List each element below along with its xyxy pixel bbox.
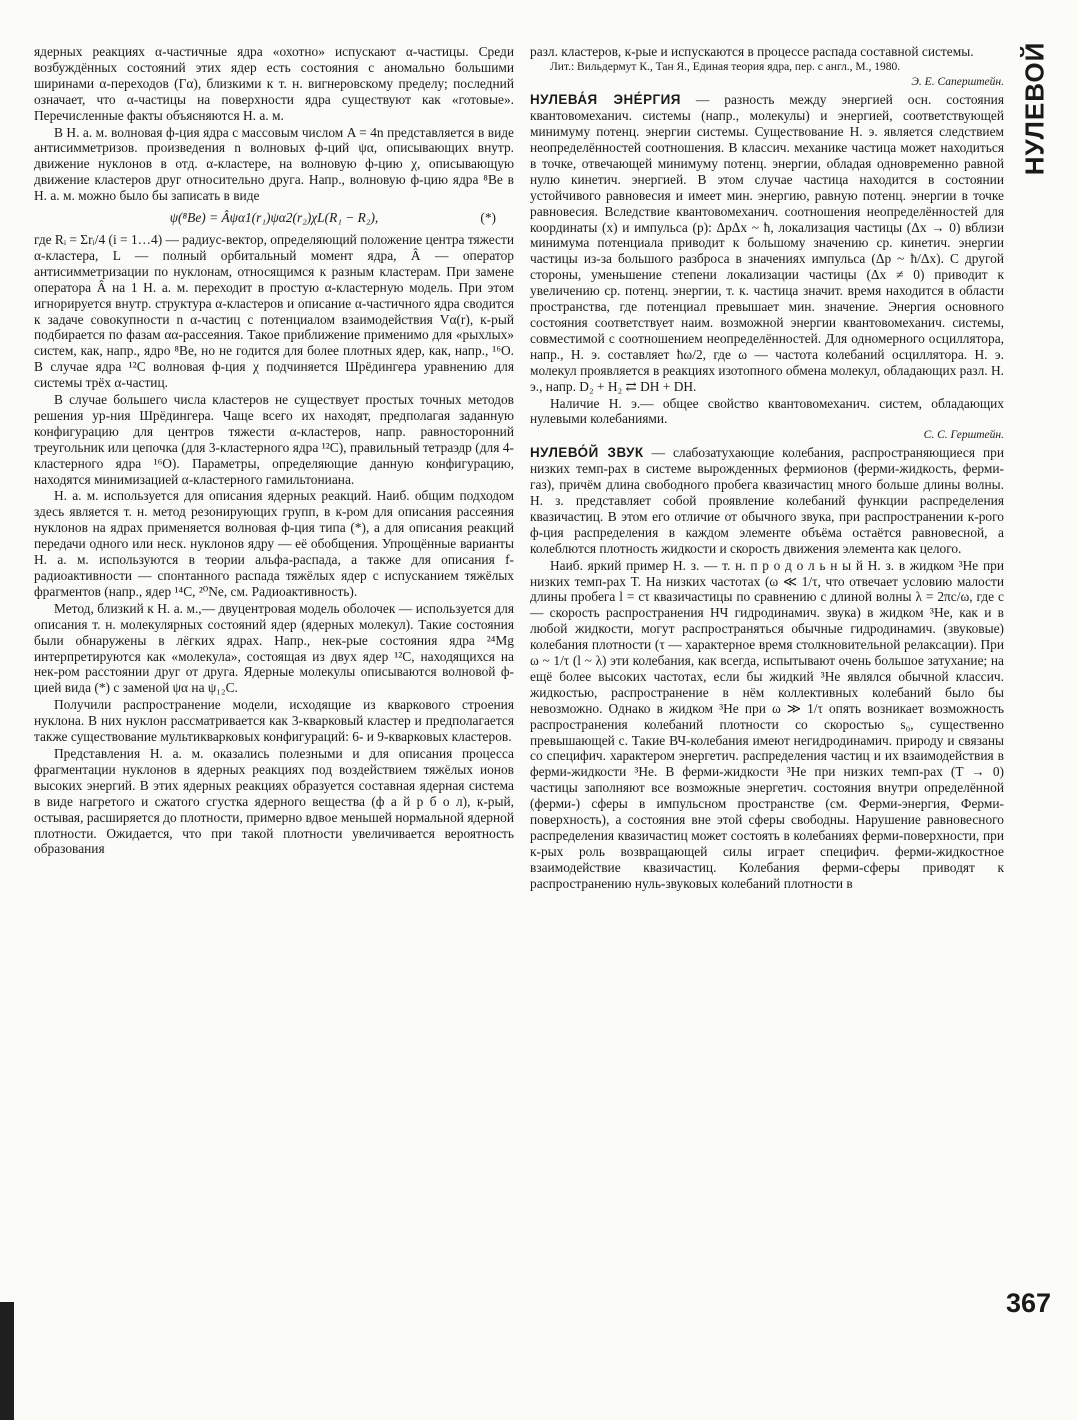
entry-zero-sound (530, 445, 1004, 556)
author-signature: Э. Е. Саперштейн. (911, 76, 1004, 89)
paragraph: Наличие Н. э.— общее свойство квантовомеханич. систем, обладающих нулевыми колебаниями. (530, 395, 1004, 427)
paragraph: где Rᵢ = Σrᵢ/4 (i = 1…4) — радиус-вектор, определяющий положение центра тяжести α-кластера, L — полный орбитальный момент ядра, Â — оператор антисимметризации по нуклонам, относящимся к разным кластерам. При замене оператора Â на 1 Н. а. м. переходит в простую α-кластерную модель. При этом игнорируется внутр. структура α-кластеров и описание α-частичного ядра сводится к задаче совокупности n α-частиц с потенциалом взаимодействия Vα(r), к-рый подбирается по фазам αα-рассеяния. Такое приближение применимо для «рыхлых» систем, как, напр., ядро ⁸Be, но не годится для более плотных ядер, как, напр., ¹⁶O. В случае ядра ¹²C волновая ф-ция χ подчиняется Шрёдингера уравнению для системы трёх α-частиц. (34, 231, 514, 391)
scan-edge-stripe (0, 1302, 14, 1420)
paragraph: Получили распространение модели, исходящие из кваркового строения нуклона. В них нуклон рассматривается как 3-кварковый кластер и предполагается также существование мультикварковых конфигураций: 6- и 9-кварковых кластеров. (34, 697, 514, 745)
paragraph: разл. кластеров, к-рые и испускаются в процессе распада составной системы. (530, 44, 974, 59)
paragraph: В случае большего числа кластеров не существует простых точных методов решения ур-ния Шрёдингера. Чаще всего их находят, предполагая заданную конфигурацию для центров тяжести α-кластеров, напр. равносторонний треугольник или цепочка (для 3-кластерного ядра ¹²C), правильный тетраэдр (для 4-кластерного ядра ¹⁶O). Параметры, определяющие данную конфигурацию, находятся минимизацией α-кластерного гамильтониана. (34, 392, 514, 487)
paragraph: Н. а. м. используется для описания ядерных реакций. Наиб. общим подходом здесь является т. н. метод резонирующих групп, в к-ром для описания рассеяния нуклонов на ядрах применяется волновая ф-ция типа (*), а для описания реакций передачи одного или неск. нуклонов ядру — её обобщения. Упрощённые варианты Н. а. м. используются в теории альфа-распада, а также для описания f-радиоактивности — спонтанного распада тяжёлых ядер с испусканием тяжёлых фрагментов (напр., ядер ¹⁴C, ²⁰Ne, см. Радиоактивность). (34, 488, 514, 599)
formula-body: ψ(⁸Be) = Âψα1(r₁)ψα2(r₂)χL(R₁ − R₂), (169, 210, 379, 226)
headword: НУЛЕВО́Й ЗВУК (530, 445, 644, 461)
left-column (34, 44, 514, 858)
right-column (530, 44, 1004, 893)
author-signature: С. С. Герштейн. (923, 429, 1004, 442)
running-head: НУЛЕВОЙ (1019, 41, 1050, 175)
formula-8be (34, 210, 514, 226)
headword: НУЛЕВА́Я ЭНЕ́РГИЯ (530, 92, 681, 108)
page-number: 367 (1006, 1288, 1052, 1318)
formula-number: (*) (480, 210, 496, 226)
paragraph: В Н. а. м. волновая ф-ция ядра с массовым числом A = 4n представляется в виде антисимметризов. произведения n волновых ф-ций ψα, описывающих внутр. движение нуклонов в отд. α-кластере, на волновую ф-цию χ, описывающую движение кластеров друг относительно друга. Напр., волновую ф-цию ядра ⁸Be в Н. а. м. можно было бы записать в виде (34, 124, 514, 204)
paragraph: Наиб. яркий пример Н. з. — т. н. п р о д о л ь н ы й Н. з. в жидком ³He при низких темп-рах T. На низких частотах (ω ≪ 1/τ, что отвечает условию малости длины пробега l = cτ квазичастицы по сравнению с длиной волны λ = 2πc/ω, где c — скорость распространения НЧ гидродинамич. звука) в жидком ³He, как и в любой жидкости, могут распространяться обычные гидродинамич. (звуковые) колебания плотности (τ — характерное время столкновительной релаксации). При ω ~ 1/τ (l ~ λ) эти колебания, как всегда, испытывают очень большое затухание; на ещё более высоких частотах, если бы жидкий ³He являлся обычной классич. жидкостью, распространение в нём коллективных колебаний было бы невозможно. Однако в жидком ³He при ω ≫ 1/τ опять возникает возможность распространения колебаний плотности со скоростью s₀, существенно превышающей c. Такие ВЧ-колебания имеют негидродинамич. природу и связаны со специфич. характером энергетич. распределения частиц и их взаимодействия в ферми-жидкости ³He. В ферми-жидкости ³He при низких темп-рах (T → 0) частицы заполняют все возможные энергетич. состояния внутри определённой (ферми-) сферы в импульсном пространстве (см. Ферми-энергия, Ферми-поверхность), а состояния вне этой сферы свободны. Нарушение равновесного распределения квазичастиц может состоять в колебаниях ферми-поверхности, при к-рых роль возвращающей силы играет специфич. ферми-жидкостное взаимодействие квазичастиц. Колебания ферми-сферы приводят к распространению нуль-звуковых колебаний плотности в (530, 557, 1004, 891)
paragraph: Представления Н. а. м. оказались полезными и для описания процесса фрагментации нуклонов в ядерных реакциях под воздействием тяжёлых ионов высоких энергий. В этих ядерных реакциях образуется составная ядерная система в виде нагретого и сжатого сгустка ядерного вещества (ф а й р б о л), к-рый, остывая, расширяется до плотности, примерно вдвое меньшей нормальной ядерной плотности. Ожидается, что при такой плотности увеличивается вероятность образования (34, 745, 514, 857)
entry-zero-point-energy (530, 92, 1004, 394)
paragraph: ядерных реакциях α-частичные ядра «охотно» испускают α-частицы. Среди возбуждённых состояний этих ядер есть состояния с аномально большими ширинами α-переходов (Γα), близкими к т. н. вигнеровскому пределу; последний означает, что α-частицы на поверхности ядра существуют как «готовые». Перечисленные факты объясняются Н. а. м. (34, 44, 514, 123)
literature-reference: Лит.: Вильдермут К., Тан Я., Единая теория ядра, пер. с англ., М., 1980. (550, 60, 901, 73)
entry-text: — разность между энергией осн. состояния квантовомеханич. системы (напр., молекулы) и энергией, соответствующей минимуму потенц. энергии системы. Существование Н. э. является следствием неопределённостей соотношения. В классич. механике частица может находиться в точке, отвечающей минимуму потенц. энергии, обладая одновременно равной нулю кинетич. энергией. В этом случае частица находится в состоянии устойчивого равновесия и имеет мин. энергию, равную потенц. энергии в точке равновесия. Вследствие квантовомеханич. соотношения неопределённостей для координаты (x) и импульса (p): ΔpΔx ~ ħ, локализация частицы (Δx → 0) вблизи минимума потенциала приводит к большому значению ср. кинетич. энергии частицы из-за большого разброса в значениях импульса (Δp ~ ħ/Δx). С другой стороны, уменьшение степени локализации частицы (Δx ≠ 0) приводит к увеличению ср. потенц. энергии, т. к. частица значит. время находится в области пространства, где потенциал превышает мин. значение. Энергия основного состояния соответствует наим. возможной энергии квантовомеханич. системы, совместимой с соотношением неопределённостей. Для одномерного осциллятора, напр., Н. э. составляет ħω/2, где ω — частота колебаний осциллятора. Н. э. молекул проявляется в реакциях изотопного обмена молекул, обладающих разл. Н. э., напр. D₂ + H₂ ⇄ DH + DH. (530, 92, 1004, 394)
entry-text: — слабозатухающие колебания, распространяющиеся при низких темп-рах в системе вырожденных фермионов (ферми-жидкость, ферми-газ), причём длина свободного пробега квазичастиц много больше длины волны. Н. з. представляет собой проявление колебаний функции распределения квазичастиц. В этом его отличие от обычного звука, при распространении к-рого ф-ция распределения в каждом элементе объёма остаётся равновесной, а колеблются плотность жидкости и скорость движения элемента как целого. (530, 445, 1004, 556)
paragraph: Метод, близкий к Н. а. м.,— двуцентровая модель оболочек — используется для описания т. н. молекулярных состояний ядер (ядерных молекул). Такие состояния были обнаружены в лёгких ядрах. Напр., нек-рые состояния ядра ²⁴Mg интерпретируются как «молекула», состоящая из двух ядер ¹²C, находящихся на нек-ром расстоянии друг от друга. Ядерные молекулы описываются волновой ф-цией вида (*) с заменой ψα на ψ₁₂C. (34, 600, 514, 696)
